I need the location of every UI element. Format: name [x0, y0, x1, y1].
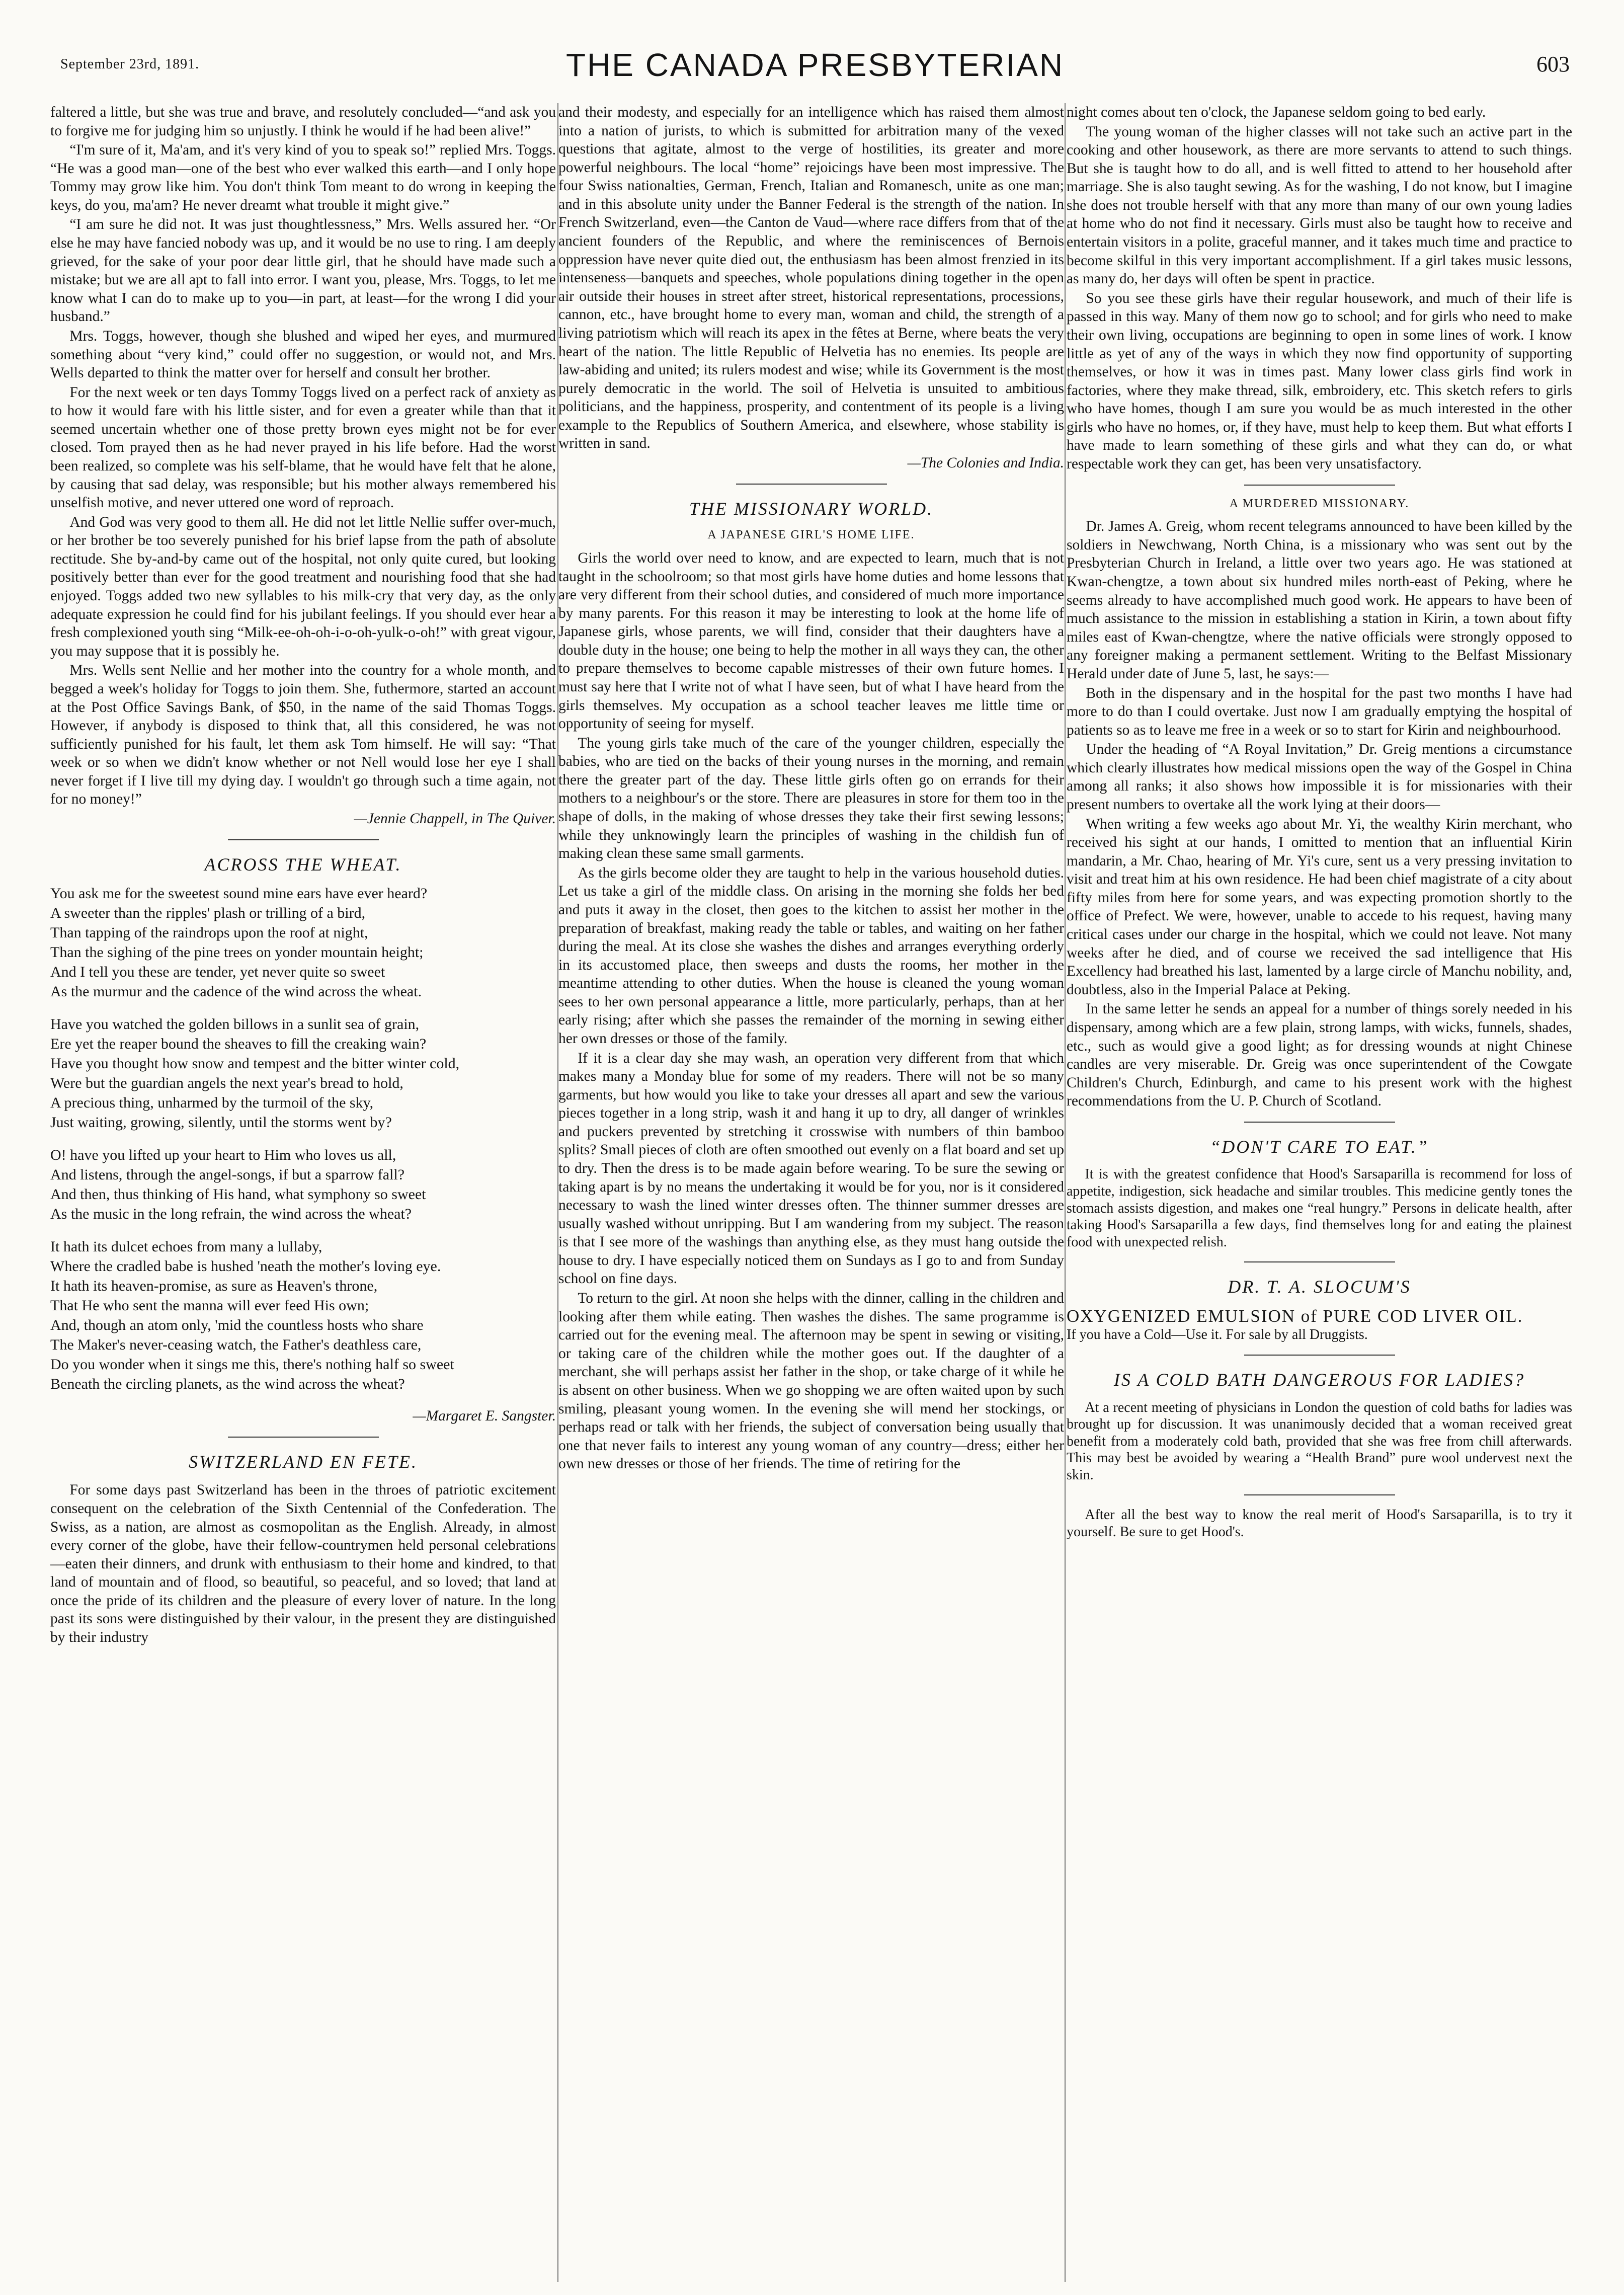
issue-date: September 23rd, 1891. — [60, 56, 200, 72]
article-paragraph: night comes about ten o'clock, the Japanese seldom going to bed early. — [1067, 104, 1486, 120]
ad-heading: OXYGENIZED EMULSION of PURE COD LIVER OIL. — [1067, 1306, 1523, 1326]
section-divider — [736, 484, 887, 485]
story-paragraph: Mrs. Toggs, however, though she blushed and wiped her eyes, and murmured something about “very kind,” could offer no suggestion, or would not, and Mrs. Wells departed to think the matter over for herself and consult her brother. — [50, 328, 556, 381]
section-divider — [228, 1437, 379, 1438]
article-paragraph: So you see these girls have their regular housework, and much of their life is passed in this way. Many of them now go to school; and for girls who need to make their own living, occupations are beginning to open in some lines of work. I know little as yet of any of the ways in which they now find opportunity of supporting themselves, or how it was in times past. Many lower class girls find work in factories, where they make thread, silk, embroidery, etc. This sketch refers to girls who have homes, though I am sure you would be as much interested in the other girls who have no homes, or, if they have, must help to keep them. But what efforts I have made to learn something of these girls and what they can do, or what respectable work they can get, has been very unsatisfactory. — [1067, 290, 1572, 472]
story-paragraph: faltered a little, but she was true and brave, and resolutely concluded—“and ask you to forgive me for judging him so unjustly. I think he would if he had been alive!” — [50, 104, 556, 139]
section-divider — [1244, 1122, 1395, 1123]
story-paragraph: Mrs. Wells sent Nellie and her mother into the country for a whole month, and begged a week's holiday for Toggs to join them. She, futhermore, started an account at the Post Office Savings Bank, of $50, in the name of the said Thomas Toggs. However, if anybody is disposed to think that, all this considered, he was not sufficiently punished for his fault, let them ask Tom himself. He will say: “That week or so when we didn't know whether or not Nell would lose her eye I shall never forget if I live till my dying day. I wouldn't go through such a time again, not for no money!” — [50, 662, 556, 808]
ad-text: After all the best way to know the real merit of Hood's Sarsaparilla, is to try it yourself. Be sure to get Hood's. — [1067, 1507, 1572, 1540]
ad-title: “DON'T CARE TO EAT.” — [1210, 1136, 1429, 1157]
poem-line: Than tapping of the raindrops upon the roof at night, — [50, 924, 368, 941]
section-divider — [1244, 485, 1395, 486]
poem-line: Just waiting, growing, silently, until the storms went by? — [50, 1114, 392, 1131]
poem-line: A precious thing, unharmed by the turmoil of the sky, — [50, 1094, 374, 1112]
article-paragraph: Both in the dispensary and in the hospital for the past two months I have had more to do than I could overtake. Just now I am gradually emptying the hospital of patients so as to leave me free in a week or so to start for Kirin and neighbourhood. — [1067, 685, 1572, 738]
poem-line: Than the sighing of the pine trees on yonder mountain height; — [50, 944, 424, 961]
article-paragraph: When writing a few weeks ago about Mr. Yi, the wealthy Kirin merchant, who received his sight at our hands, I omitted to mention that an influential Kirin mandarin, a Mr. Chao, hearing of Mr. Yi's cure, sent us a very pressing invitation to visit and treat him at his own residence. He had been chief magistrate of a city about fifty miles from here for some years, and was expecting promotion shortly to the office of Prefect. We were, however, unable to accede to his request, having many critical cases under our charge in the hospital, which we could not leave. Not many weeks after he died, and of course we received the sad intelligence that His Excellency had breathed his last, lamented by a large circle of Manchu nobility, and, doubtless, also in the Imperial Palace at Peking. — [1067, 816, 1572, 998]
article-paragraph: and their modesty, and especially for an intelligence which has raised them almost into a nation of jurists, to which is submitted for arbitration many of the vexed questions that agitate, almost to the verge of hostilities, its greater and more powerful neighbours. The local “home” rejoicings have been most impressive. The four Swiss nationalties, German, French, Italian and Romanesch, unite as one man; and in this absolute unity under the Banner Federal is the strength of the nation. In French Switzerland, even—the Canton de Vaud—where race differs from that of the ancient founders of the Republic, and where the reminiscences of Bernois oppression have never quite died out, the enthusiasm has been almost frenzied in its intenseness—banquets and speeches, whole populations dining together in the open air outside their houses in street after street, historical representations, processions, cannon, etc., have brought home to every man, woman and child, the strength of a living patriotism which will reach its apex in the fêtes at Berne, where beats the very heart of the nation. The little Republic of Helvetia has no enemies. Its people are law-abiding and united; its rulers modest and wise; while its Government is the most purely democratic in the world. The soil of Helvetia is unsuited to ambitious politicians, and the happiness, prosperity, and contentment of its people is a living example to the Republics of Southern America, and elsewhere, whose stability is written in sand. — [558, 104, 1064, 452]
poem-line: You ask me for the sweetest sound mine ears have ever heard? — [50, 885, 428, 902]
poem — [50, 884, 556, 1394]
poem-line: The Maker's never-ceasing watch, the Father's deathless care, — [50, 1336, 422, 1354]
article-paragraph: To return to the girl. At noon she helps with the dinner, calling in the children and looking after them while eating. Then washes the dishes. The same programme is carried out for the evening meal. The afternoon may be spent in sewing or visiting, or taking care of the children while the mother goes out. If the daughter of a merchant, she will perhaps assist her father in the shop, or take charge of it while he is absent on other business. When we go shopping we are often waited upon by such smiling, pleasant young women. In the evening she will mend her stockings, or perhaps read or talk with her friends, the subject of conversation being usually that one that never fails to interest any young woman of any country—dress; either her own new dresses or those of her friends. The time of retiring for the — [558, 1290, 1064, 1472]
column-2 — [558, 103, 1064, 2287]
poem-stanza — [50, 1014, 556, 1132]
article-paragraph: As the girls become older they are taught to help in the various household duties. Let us take a girl of the middle class. On arising in the morning she folds her bed and puts it away in the closet, then goes to the kitchen to assist her mother in the preparation of breakfast, making ready the table or tables, and waiting on her father during the meal. At its close she washes the dishes and arranges everything orderly in its accustomed place, then sweeps and dusts the rooms, her mother in the meantime attending to other duties. When the house is cleaned the young woman sees to her own personal appearance a little, more particularly, perhaps, than at her early rising; after which she passes the remainder of the morning in sewing either her own dresses or those of the family. — [558, 864, 1064, 1047]
story-byline: —Jennie Chappell, in The Quiver. — [354, 810, 556, 827]
column-3 — [1067, 103, 1572, 2287]
poem-stanza — [50, 1237, 556, 1394]
masthead-title: THE CANADA PRESBYTERIAN — [565, 47, 1065, 83]
story-paragraph: “I'm sure of it, Ma'am, and it's very kind of you to speak so!” replied Mrs. Toggs. “He was a good man—one of the best who ever walked this earth—and I only hope Tommy may grow like him. You don't think Tom meant to do wrong in keeping the keys, do you, ma'am? He never dreamt what trouble it might give.” — [50, 142, 556, 213]
poem-title: ACROSS THE WHEAT. — [204, 854, 402, 875]
article-paragraph: In the same letter he sends an appeal for a number of things sorely needed in his dispensary, among which are a few plain, strong lamps, with wicks, funnels, shades, etc., such as would give a good light; as for dressing wounds at night Chinese candles are very miserable. Dr. Greig was once superintendent of the Cowgate Children's Church, Edinburgh, and came to his present work with the highest recommendations from the U. P. Church of Scotland. — [1067, 1001, 1572, 1110]
article-paragraph: The young girls take much of the care of the younger children, especially the babies, who are tied on the backs of their young nurses in the morning, and remain there the greater part of the day. These little girls often go on errands for their mothers to a neighbour's or the store. There are pleasures in store for them too in the shape of dolls, in the making of whose dresses they take their first sewing lessons; while they unknowingly learn the principles of washing in the childish fun of making clean these same small garments. — [558, 735, 1064, 862]
page-header — [55, 36, 1575, 97]
poem-line: That He who sent the manna will ever feed His own; — [50, 1297, 369, 1314]
poem-line: Were but the guardian angels the next year's bread to hold, — [50, 1075, 403, 1092]
story-paragraph: For the next week or ten days Tommy Toggs lived on a perfect rack of anxiety as to how it would fare with his little sister, and for even a greater while than that it seemed uncertain whether one of those pretty brown eyes might not be for ever closed. Tom prayed then as he had never prayed in his life before. Had the worst been realized, so complete was his self-blame, that he would have felt that he alone, by causing that sad delay, was responsible; but his mother always remembered his unselfish motive, and never uttered one word of reproach. — [50, 384, 556, 511]
poem-line: Beneath the circling planets, as the wind across the wheat? — [50, 1376, 405, 1393]
article-paragraph: If it is a clear day she may wash, an operation very different from that which makes many a Monday blue for some of my readers. There will not be so many garments, but how would you like to take your dresses all apart and sew the various pieces together in a long strip, wash it and hang it up to dry, all danger of wrinkles and puckers prevented by stretching it crosswise with numbers of thin bamboo splits? Small pieces of cloth are often smoothed out evenly on a flat board and set up to dry. Then the dress is to be made again before wearing. To be sure the sewing or taking apart is by no means the undertaking it would be for you, nor is it considered necessary to wash the lined winter dresses often. The thinner summer dresses are usually washed without unripping. But I am wandering from my subject. The reason is that I see more of the washings than anything else, as they must hang outside the house to dry. I have especially noticed them on Sundays as I go to and from Sunday school on fine days. — [558, 1050, 1064, 1287]
poem-line: And listens, through the angel-songs, if but a sparrow fall? — [50, 1166, 405, 1183]
poem-line: Have you thought how snow and tempest and the bitter winter cold, — [50, 1055, 460, 1072]
section-divider — [1244, 1494, 1395, 1495]
poem-stanza — [50, 1145, 556, 1224]
ad-title: IS A COLD BATH DANGEROUS FOR LADIES? — [1113, 1369, 1525, 1390]
poem-line: As the murmur and the cadence of the wind across the wheat. — [50, 983, 422, 1000]
poem-line: O! have you lifted up your heart to Him who loves us all, — [50, 1147, 396, 1164]
poem-line: Ere yet the reaper bound the sheaves to fill the creaking wain? — [50, 1036, 427, 1053]
section-divider — [228, 839, 379, 840]
poem-line: Where the cradled babe is hushed 'neath the mother's loving eye. — [50, 1258, 441, 1275]
article-paragraph: Under the heading of “A Royal Invitation,” Dr. Greig mentions a circumstance which clearly illustrates how medical missions open the way of the Gospel in China among all ranks; it also shows how impossible it is for missionaries with their present numbers to overtake all the work lying at their doors— — [1067, 741, 1572, 813]
ad-text: It is with the greatest confidence that Hood's Sarsaparilla is recommend for loss of appetite, indigestion, sick headache and similar troubles. This medicine gently tones the stomach assists digestion, and makes one “real hungry.” Persons in delicate health, after taking Hood's Sarsaparilla a few days, find themselves long for and eating the plainest food with unexpected relish. — [1067, 1166, 1572, 1250]
column-1 — [50, 103, 556, 2287]
poem-line: As the music in the long refrain, the wind across the wheat? — [50, 1206, 412, 1223]
section-divider — [1244, 1355, 1395, 1356]
article-byline: —The Colonies and India. — [907, 454, 1064, 471]
article-paragraph: Dr. James A. Greig, whom recent telegrams announced to have been killed by the soldiers in Newchwang, North China, is a missionary who was sent out by the Presbyterian Church in Ireland, a little over two years ago. He was stationed at Kwan-chengtze, a town about six hundred miles north-east of Peking, where he seems already to have accomplished much good work. He appears to have been of much assistance to the mission in establishing a station in Kirin, a town about fifty miles east of Kwan-chengtze, where the native officials were strongly opposed to any foreigner making a permanent settlement. Writing to the Belfast Missionary Herald under date of June 5, last, he says:— — [1067, 518, 1572, 682]
section-title: THE MISSIONARY WORLD. — [689, 498, 934, 519]
poem-line: Do you wonder when it sings me this, there's nothing half so sweet — [50, 1356, 454, 1373]
column-rule — [1065, 103, 1066, 2282]
poem-line: A sweeter than the ripples' plash or trilling of a bird, — [50, 905, 366, 922]
poem-line: And, though an atom only, 'mid the countless hosts who share — [50, 1317, 424, 1334]
ad-text: At a recent meeting of physicians in London the question of cold baths for ladies was brought up for discussion. It was unanimously decided that a woman received great benefit from a moderately cold bath, provided that she was free from chill afterwards. This may best be avoided by wearing a “Health Brand” pure wool undervest next the skin. — [1067, 1399, 1572, 1483]
page-number: 603 — [1536, 52, 1570, 76]
story-paragraph: And God was very good to them all. He did not let little Nellie suffer over-much, or her brother be too severely punished for his brief lapse from the path of absolute rectitude. She by-and-by came out of the hospital, not only quite cured, but looking positively better than ever for the good treatment and nourishing food that she had enjoyed. Toggs added two new syllables to his milk-cry that very day, as the only adequate expression he could find for his jubilant feelings. If you should ever hear a fresh complexioned youth sing “Milk-ee-oh-oh-i-o-oh-yulk-o-oh!” with great vigour, you may suppose that it is possibly he. — [50, 514, 556, 659]
ad-title: DR. T. A. SLOCUM'S — [1228, 1277, 1411, 1297]
poem-line: And I tell you these are tender, yet never quite so sweet — [50, 964, 385, 981]
poem-line: It hath its dulcet echoes from many a lullaby, — [50, 1238, 322, 1255]
poem-stanza — [50, 884, 556, 1001]
article-paragraph: Girls the world over need to know, and are expected to learn, much that is not taught in the schoolroom; so that most girls have home duties and home lessons that are very different from their school duties, and considered of much more importance by many parents. For this reason it may be interesting to look at the home life of Japanese girls, whose parents, we will find, consider that their daughters have a double duty in the house; one being to help the mother in all ways they can, the other to prepare themselves to become capable mistresses of their own future homes. I must say here that I write not of what I have seen, but of what I have heard from the girls themselves. My occupation as a school teacher leaves me little time or opportunity of seeing for myself. — [558, 549, 1064, 732]
poem-line: It hath its heaven-promise, as sure as Heaven's throne, — [50, 1278, 378, 1295]
story-paragraph: “I am sure he did not. It was just thoughtlessness,” Mrs. Wells assured her. “Or else he may have fancied nobody was up, and it would be no use to ring. I am deeply grieved, for the sake of your poor dear little girl, that he should have made such a mistake; but we are all apt to fall into error. I want you, please, Mrs. Toggs, to let me know what I can do to make up to you—in part, at least—for the wrong I did your husband.” — [50, 216, 556, 325]
poem-line: And then, thus thinking of His hand, what symphony so sweet — [50, 1186, 426, 1203]
poem-byline: —Margaret E. Sangster. — [413, 1408, 556, 1425]
poem-line: Have you watched the golden billows in a sunlit sea of grain, — [50, 1016, 420, 1033]
article-subtitle: A JAPANESE GIRL'S HOME LIFE. — [707, 528, 915, 542]
section-divider — [1244, 1261, 1395, 1262]
ad-text: If you have a Cold—Use it. For sale by all Druggists. — [1067, 1327, 1368, 1343]
article-subtitle: A MURDERED MISSIONARY. — [1229, 497, 1410, 510]
article-title: SWITZERLAND EN FETE. — [188, 1451, 418, 1472]
article-paragraph: For some days past Switzerland has been in the throes of patriotic excitement consequent on the celebration of the Sixth Centennial of the Confederation. The Swiss, as a nation, are almost as cosmopolitan as the English. Already, in almost every corner of the globe, have their fellow-countrymen held personal celebrations—eaten their dinners, and drunk with enthusiasm to their home and kindred, to that land of mountain and of flood, so beautiful, so peaceful, and so loved; that land at once the pride of its children and the pleasure of every lover of nature. In the long past its sons were distinguished by their valour, in the present they are distinguished by their industry — [50, 1482, 556, 1645]
article-paragraph: The young woman of the higher classes will not take such an active part in the cooking and other housework, as there are more servants to attend to such things. But she is taught how to do all, and is well fitted to attend to her household after marriage. She is also taught sewing. As for the washing, I do not know, but I imagine she does not trouble herself with that any more than many of our own young ladies at home who do not find it necessary. Girls must also be taught how to receive and entertain visitors in a polite, graceful manner, and it takes much time and practice to become skilful in this very important accomplishment. If a girl takes music lessons, as many do, her days will often be spent in practice. — [1067, 123, 1572, 287]
